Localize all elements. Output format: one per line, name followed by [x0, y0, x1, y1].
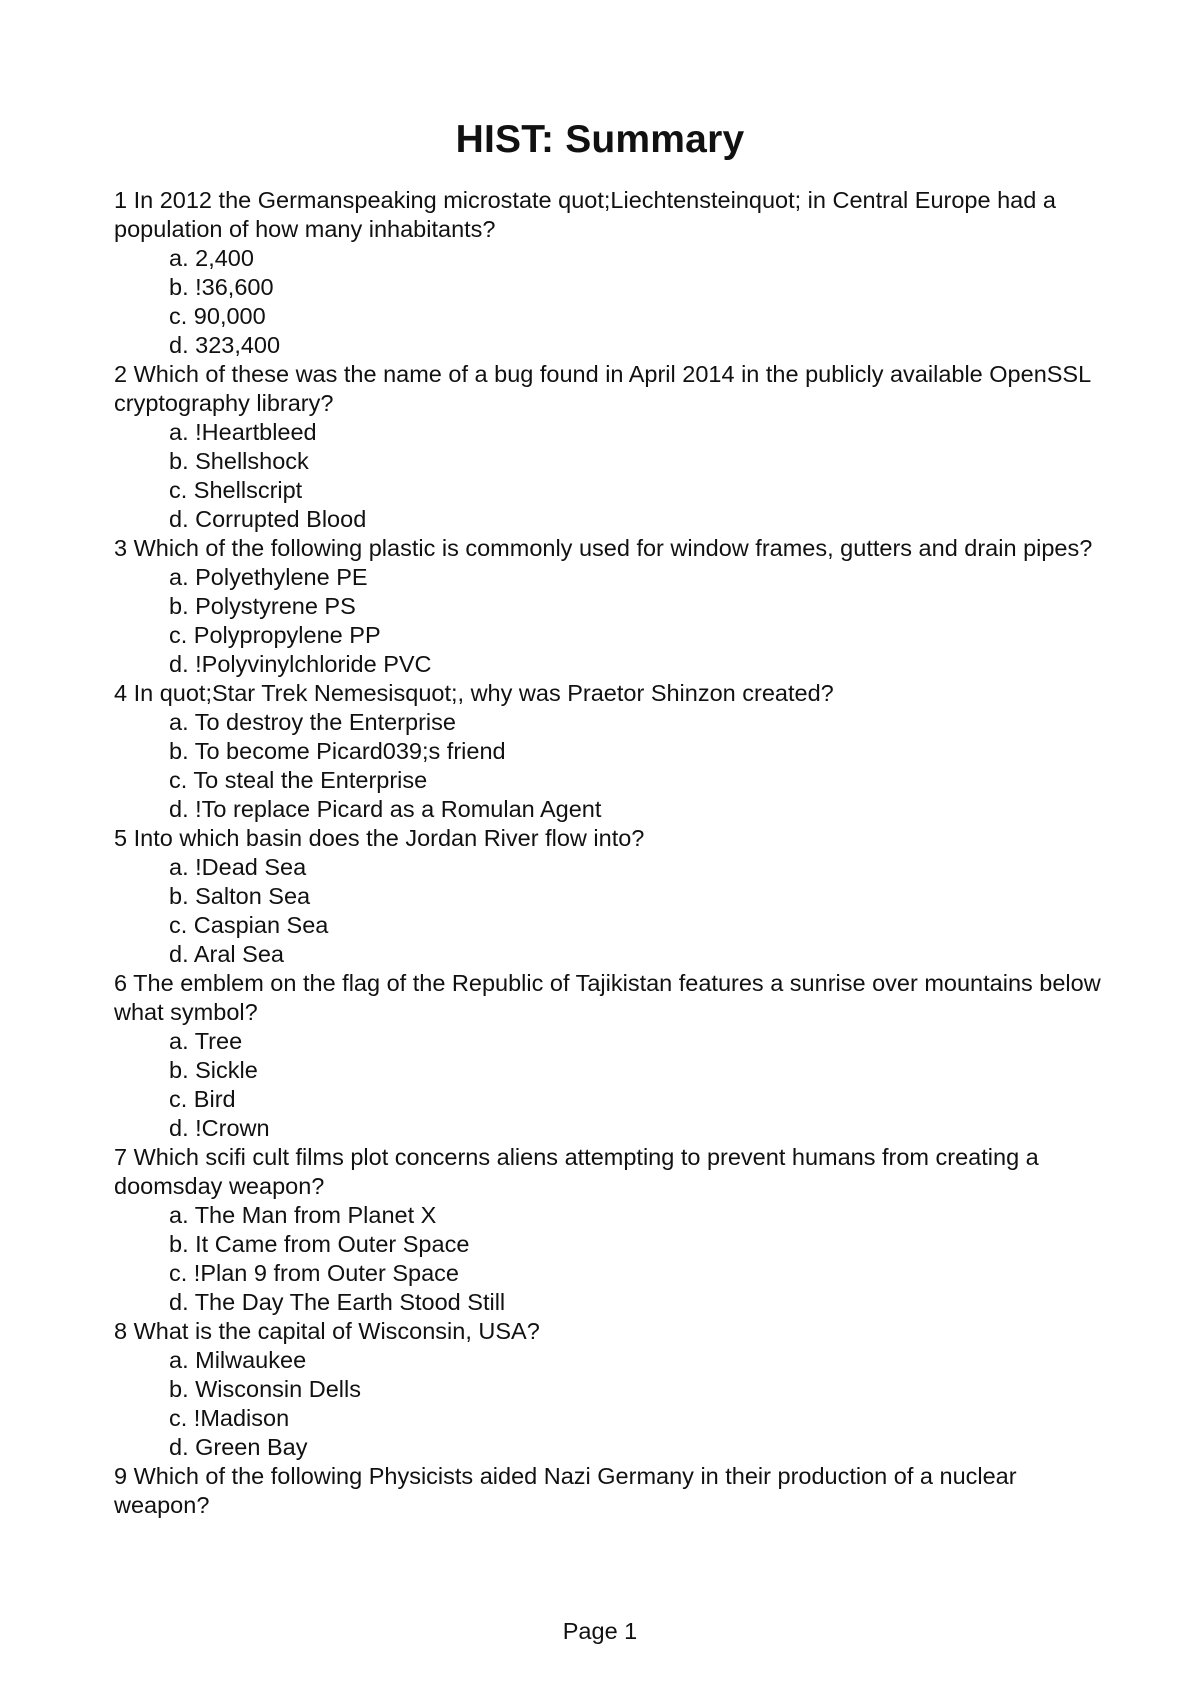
answer-option: c. Caspian Sea [169, 912, 329, 938]
question-text: 8 What is the capital of Wisconsin, USA? [114, 1318, 540, 1344]
answer-option: c. To steal the Enterprise [169, 767, 428, 793]
answer-option: d. The Day The Earth Stood Still [169, 1289, 506, 1315]
answer-option: d. !To replace Picard as a Romulan Agent [169, 796, 602, 822]
answer-option: d. !Crown [169, 1115, 270, 1141]
answer-option: c. Bird [169, 1086, 236, 1112]
question-text: 9 Which of the following Physicists aided Nazi Germany in their production of a nuclear weapon? [114, 1463, 1017, 1518]
answer-option: b. Sickle [169, 1057, 258, 1083]
answer-option: d. Green Bay [169, 1434, 308, 1460]
answer-option: b. Shellshock [169, 448, 309, 474]
question-text: 6 The emblem on the flag of the Republic of Tajikistan features a sunrise over mountains below what symbol? [114, 970, 1101, 1025]
answer-options [114, 1027, 1104, 1143]
answer-options [114, 563, 1104, 679]
answer-option: b. It Came from Outer Space [169, 1231, 470, 1257]
answer-option: a. To destroy the Enterprise [169, 709, 456, 735]
answer-option: b. Salton Sea [169, 883, 311, 909]
answer-option: d. !Polyvinylchloride PVC [169, 651, 432, 677]
answer-option: a. Polyethylene PE [169, 564, 368, 590]
answer-options [114, 1201, 1104, 1317]
answer-option: b. Wisconsin Dells [169, 1376, 361, 1402]
answer-option: a. !Heartbleed [169, 419, 317, 445]
question-item [114, 1143, 1104, 1317]
answer-option: c. !Plan 9 from Outer Space [169, 1260, 459, 1286]
answer-option: b. !36,600 [169, 274, 274, 300]
answer-options [114, 853, 1104, 969]
answer-option: d. 323,400 [169, 332, 281, 358]
question-item [114, 360, 1104, 534]
answer-options [114, 244, 1104, 360]
question-item [114, 534, 1104, 679]
answer-option: c. 90,000 [169, 303, 266, 329]
answer-option: c. Shellscript [169, 477, 303, 503]
answer-option: d. Corrupted Blood [169, 506, 367, 532]
question-text: 5 Into which basin does the Jordan River flow into? [114, 825, 645, 851]
answer-option: a. The Man from Planet X [169, 1202, 437, 1228]
question-item [114, 969, 1104, 1143]
answer-option: a. !Dead Sea [169, 854, 307, 880]
question-text: 2 Which of these was the name of a bug found in April 2014 in the publicly available OpenSSL cryptography library? [114, 361, 1091, 416]
answer-option: b. To become Picard039;s friend [169, 738, 506, 764]
page-number: Page 1 [562, 1618, 638, 1644]
question-item [114, 186, 1104, 360]
answer-option: a. 2,400 [169, 245, 254, 271]
question-item [114, 679, 1104, 824]
question-item [114, 824, 1104, 969]
answer-options [114, 418, 1104, 534]
answer-option: a. Tree [169, 1028, 243, 1054]
answer-option: b. Polystyrene PS [169, 593, 356, 619]
question-list [114, 186, 1104, 1520]
question-text: 1 In 2012 the Germanspeaking microstate quot;Liechtensteinquot; in Central Europe had a population of how many inhabitants? [114, 187, 1056, 242]
answer-option: d. Aral Sea [169, 941, 284, 967]
question-text: 7 Which scifi cult films plot concerns aliens attempting to prevent humans from creating a doomsday weapon? [114, 1144, 1039, 1199]
answer-option: a. Milwaukee [169, 1347, 307, 1373]
question-text: 3 Which of the following plastic is commonly used for window frames, gutters and drain pipes? [114, 535, 1093, 561]
answer-option: c. Polypropylene PP [169, 622, 381, 648]
answer-option: c. !Madison [169, 1405, 290, 1431]
question-item [114, 1317, 1104, 1462]
question-item [114, 1462, 1104, 1520]
answer-options [114, 708, 1104, 824]
page-title: HIST: Summary [455, 118, 745, 161]
question-text: 4 In quot;Star Trek Nemesisquot;, why was Praetor Shinzon created? [114, 680, 834, 706]
answer-options [114, 1346, 1104, 1462]
